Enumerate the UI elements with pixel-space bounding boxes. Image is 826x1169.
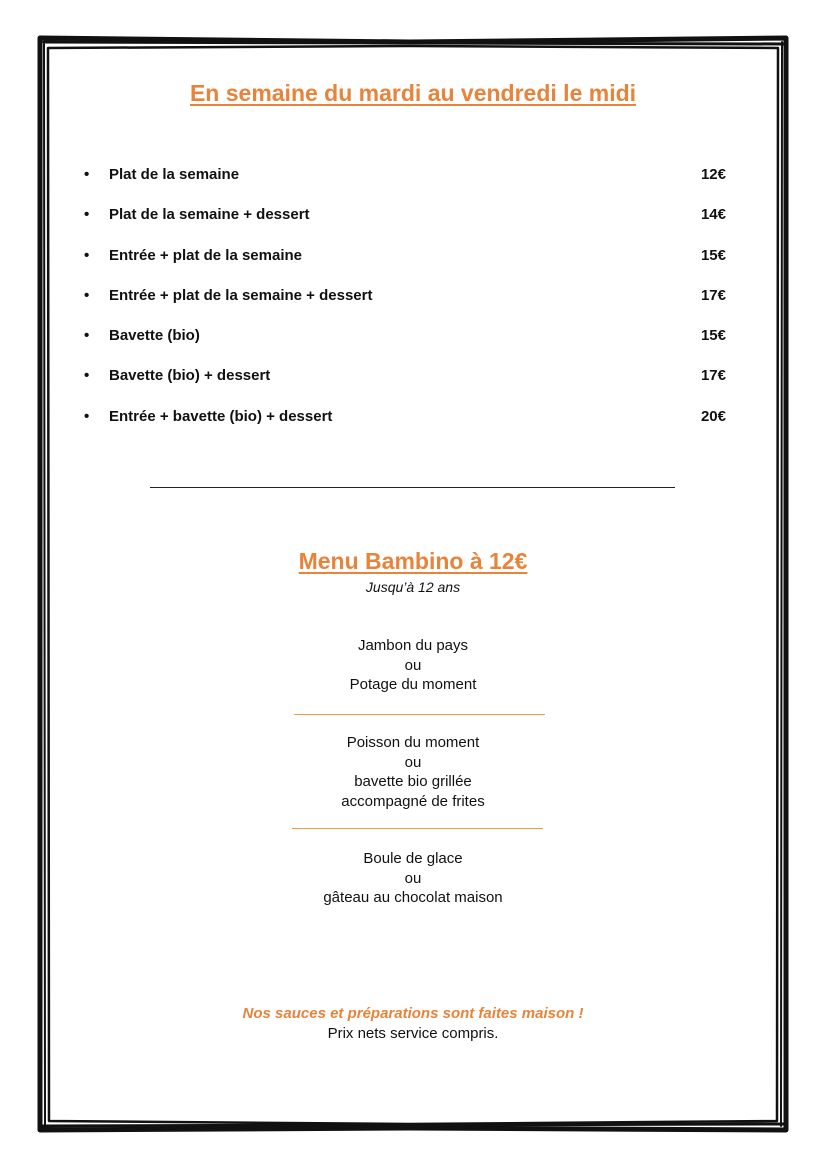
course-divider [294,714,545,715]
item-name: Bavette (bio) + dessert [109,367,271,385]
item-name: Bavette (bio) [109,327,200,345]
bambino-subtitle: Jusqu’à 12 ans [365,579,461,595]
dessert-option-2: gâteau au chocolat maison [323,889,503,906]
item-price: 17€ [700,286,726,304]
weekday-title: En semaine du mardi au vendredi le midi [189,80,637,106]
item-name: Entrée + bavette (bio) + dessert [109,407,333,425]
list-item [84,365,726,405]
section-divider [150,487,675,488]
bullet-icon: • [84,206,90,224]
bambino-main [0,733,826,811]
bullet-icon: • [84,327,90,345]
bambino-dessert [0,849,826,908]
dessert-option-1: Boule de glace [363,850,463,867]
list-item [84,285,726,325]
item-price: 15€ [700,246,726,264]
list-item [84,245,726,285]
starter-option-1: Jambon du pays [357,637,469,654]
item-name: Plat de la semaine [109,166,240,183]
list-item [84,164,726,204]
item-name: Plat de la semaine + dessert [109,206,310,224]
main-option-2: bavette bio grillée [354,773,472,790]
bambino-starter [0,636,826,695]
item-price: 14€ [700,206,726,224]
bullet-icon: • [84,367,90,385]
item-price: 20€ [700,407,726,425]
list-item [84,325,726,365]
bambino-title: Menu Bambino à 12€ [298,548,528,574]
main-option-1: Poisson du moment [346,734,480,751]
item-name: Entrée + plat de la semaine [109,246,303,264]
bullet-icon: • [84,166,90,183]
list-item [84,406,726,446]
bullet-icon: • [84,407,90,425]
dessert-or: ou [404,869,422,887]
homemade-note: Nos sauces et préparations sont faites maison ! [242,1005,584,1022]
item-price: 12€ [700,166,726,183]
item-name: Entrée + plat de la semaine + dessert [109,286,373,304]
main-side: accompagné de frites [341,792,485,810]
list-item [84,204,726,244]
prices-note: Prix nets service compris. [327,1025,499,1042]
main-or: ou [404,753,422,771]
item-price: 17€ [700,367,726,385]
weekday-menu-list [84,164,726,446]
item-price: 15€ [700,327,726,345]
starter-or: ou [404,656,422,674]
bullet-icon: • [84,286,90,304]
starter-option-2: Potage du moment [349,676,477,693]
course-divider [292,828,543,829]
bullet-icon: • [84,246,90,264]
